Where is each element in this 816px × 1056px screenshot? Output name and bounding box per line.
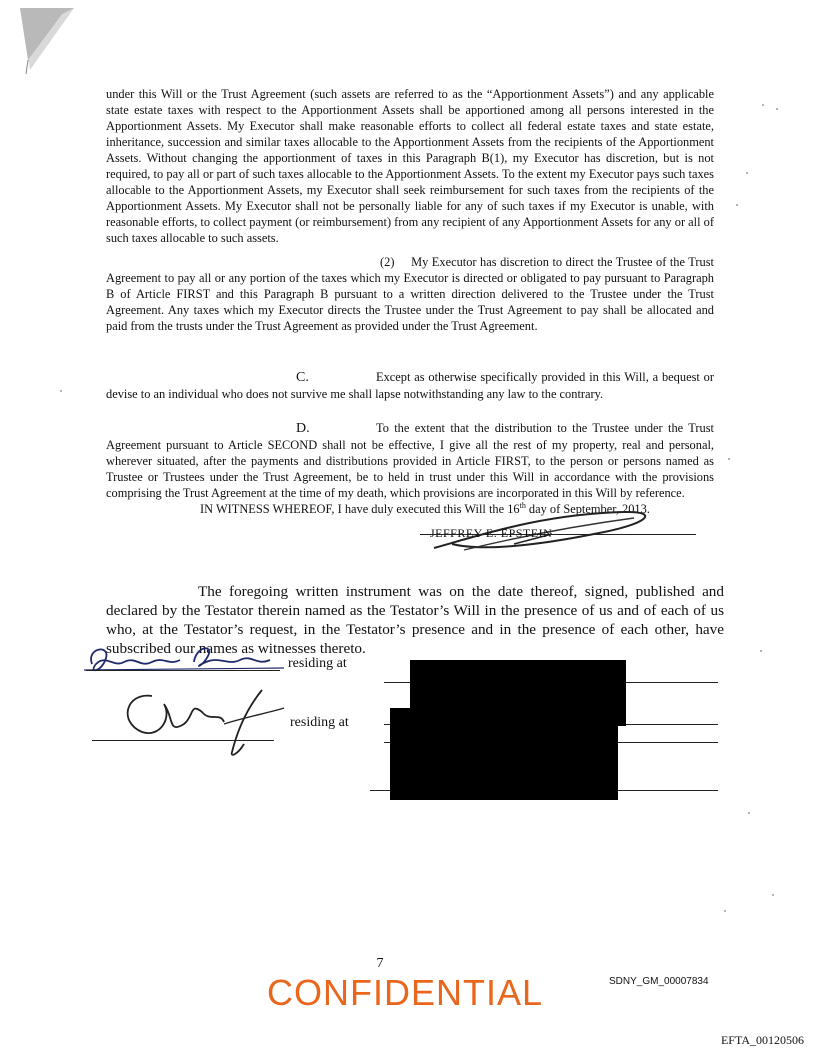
testator-name: JEFFREY E. EPSTEIN [430, 526, 553, 540]
paragraph-b1-continued: under this Will or the Trust Agreement (such assets are referred to as the “Apportionment Assets”) and any applicable state estate taxes with respect to the Apportionment Assets shall be apportioned among all persons interested in the Apportionment Assets. My Executor shall make reasonable efforts to collect all federal estate taxes and state estate, inheritance, succession and similar taxes allocable to the Apportionment Assets from the recipients of the Apportionment Assets. Without changing the apportionment of taxes in this Paragraph B(1), my Executor has discretion, but is not required, to pay all or part of such taxes allocable to the Apportionment Assets. To the extent my Executor pays such taxes allocable to the Apportionment Assets, my Executor shall seek reimbursement for such taxes from the recipients of the Apportionment Assets. My Executor shall not be personally liable for any of such taxes if my Executor is unable, with reasonable efforts, to collect payment (or reimbursement) from any recipient of any Apportionment Assets for any or all of such taxes allocable to such assets. [106, 87, 714, 245]
witness-2-signature-line [92, 740, 274, 741]
efta-number: EFTA_00120506 [720, 1033, 804, 1047]
witness-1-signature [84, 642, 284, 678]
confidential-stamp: CONFIDENTIAL [266, 972, 544, 1013]
paragraph-c-text: Except as otherwise specifically provided in this Will, a bequest or devise to an individual who does not survive me shall lapse notwithstanding any law to the contrary. [106, 370, 714, 401]
witness-2-residing-label: residing at [290, 715, 349, 730]
witness-1-signature-line [86, 670, 280, 671]
scan-corner-artifact [0, 0, 80, 80]
scan-speck [772, 894, 774, 896]
witness-2-signature [112, 682, 292, 760]
scan-speck [762, 104, 764, 106]
witness-1-residing-label: residing at [288, 656, 347, 671]
paragraph-c [106, 369, 714, 402]
attestation-clause: The foregoing written instrument was on the date thereof, signed, published and declared by the Testator therein named as the Testator’s Will in the presence of us and of each of us who, at the Testator’s request, in the Testator’s presence and in the presence of each other, have subscribed our names as witnesses thereto. [106, 583, 724, 657]
paragraph-b2 [106, 254, 714, 334]
paragraph-b2-number: (2) [380, 255, 395, 269]
scan-speck [728, 458, 730, 460]
paragraph-c-label: C. [296, 370, 309, 385]
page-number: 7 [376, 956, 384, 971]
scan-speck [736, 204, 738, 206]
paragraph-d-text: To the extent that the distribution to the Trustee under the Trust Agreement pursuant to Article SECOND shall not be effective, I give all the rest of my property, real and personal, wherever situated, after the payments and distributions provided in Article FIRST, to the person or persons named as Trustee or Trustees under the Trust Agreement, be to held in trust under this Will in accordance with the provisions comprising the Trust Agreement at the time of my death, which provisions are incorporated in this Will by reference. [106, 421, 714, 500]
paragraph-b2-text: My Executor has discretion to direct the Trustee of the Trust Agreement to pay all or any portion of the taxes which my Executor is directed or obligated to pay pursuant to Paragraph B of Article FIRST and this Paragraph B pursuant to a written direction delivered to the Trustee under the Trust Agreement. Any taxes which my Executor directs the Trustee under the Trust Agreement to pay shall be allocated and paid from the trusts under the Trust Agreement as provided under the Trust Agreement. [106, 255, 715, 333]
scan-speck [760, 650, 762, 652]
scan-speck [746, 172, 748, 174]
paragraph-d-label: D. [296, 421, 310, 436]
in-witness-clause: IN WITNESS WHEREOF, I have duly executed this Will the 16th day of September, 2013. [200, 501, 650, 517]
scan-speck [724, 910, 726, 912]
scan-speck [748, 812, 750, 814]
witness-2-address-redaction [390, 708, 618, 800]
scan-speck [776, 108, 778, 110]
paragraph-d [106, 420, 714, 501]
bates-number: SDNY_GM_00007834 [609, 976, 709, 987]
scan-speck [60, 390, 62, 392]
